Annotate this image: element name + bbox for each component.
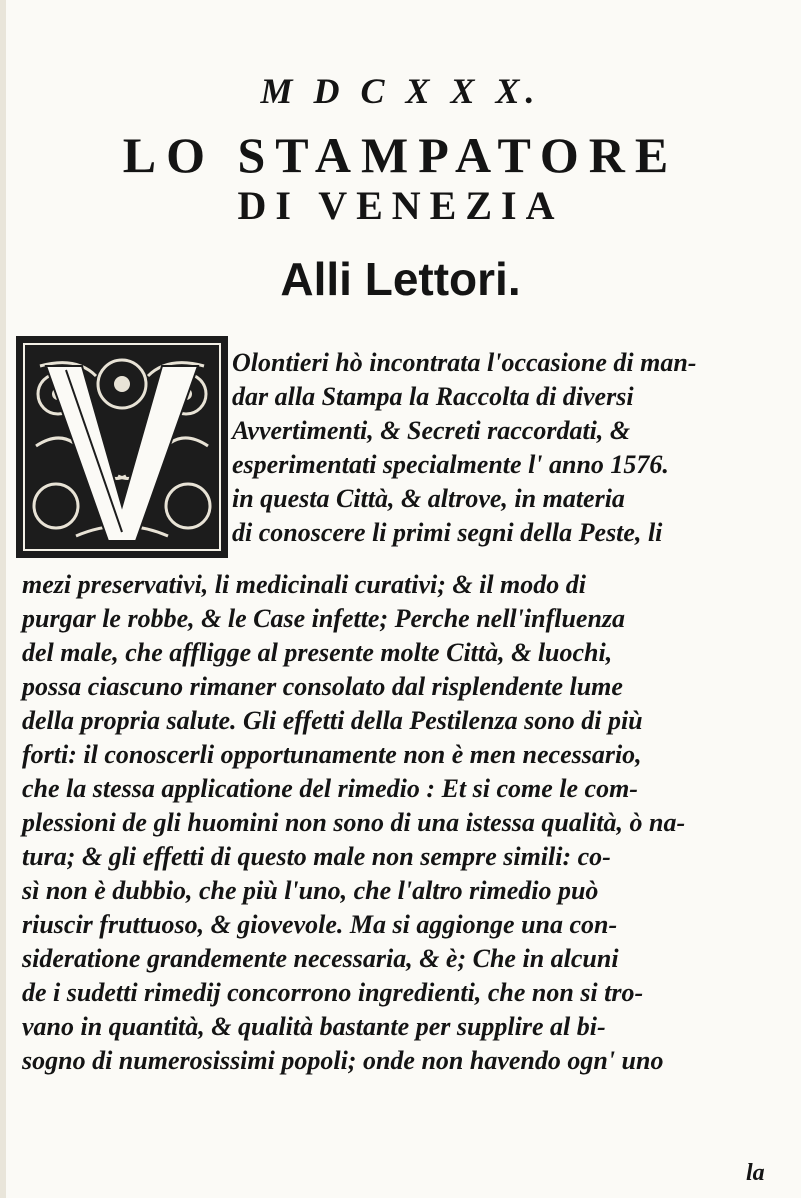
text-line: esperimentati specialmente l' anno 1576. (232, 450, 669, 479)
text-line: sì non è dubbio, che più l'uno, che l'altro rimedio può (22, 876, 599, 905)
text-line: di conoscere li primi segni della Peste, li (232, 518, 663, 547)
text-line: Olontieri hò incontrata l'occasione di man- (232, 348, 697, 377)
text-line: che la stessa applicatione del rimedio : Et si come le com- (22, 774, 638, 803)
text-line: forti: il conoscerli opportunamente non è men necessario, (22, 740, 642, 769)
text-line: della propria salute. Gli effetti della Pestilenza sono di più (22, 706, 643, 735)
text-line: tura; & gli effetti di questo male non sempre simili: co- (22, 842, 611, 871)
text-line: Avvertimenti, & Secreti raccordati, & (232, 416, 631, 445)
text-line: in questa Città, & altrove, in materia (232, 484, 625, 513)
text-line: mezi preservativi, li medicinali curativi; & il modo di (22, 570, 587, 599)
text-line: del male, che affligge al presente molte Città, & luochi, (22, 638, 613, 667)
decorated-initial-v-icon (16, 336, 228, 558)
text-line: sogno di numerosissimi popoli; onde non havendo ogn' uno (22, 1046, 664, 1075)
text-line: dar alla Stampa la Raccolta di diversi (232, 382, 634, 411)
year-heading: M D C X X X. (260, 71, 541, 111)
initial-engraving (16, 336, 228, 558)
catchword: la (746, 1160, 765, 1186)
text-line: vano in quantità, & qualità bastante per supplire al bi- (22, 1012, 606, 1041)
title-line-1: LO STAMPATORE (122, 127, 679, 183)
text-line: plessioni de gli huomini non sono di una istessa qualità, ò na- (22, 808, 686, 837)
section-heading: Alli Lettori. (280, 253, 521, 305)
text-line: possa ciascuno rimaner consolato dal risplendente lume (22, 672, 623, 701)
title-line-2: DI VENEZIA (237, 183, 564, 228)
text-line: de i sudetti rimedij concorrono ingredienti, che non si tro- (22, 978, 644, 1007)
text-line: purgar le robbe, & le Case infette; Perche nell'influenza (22, 604, 626, 633)
text-line: sideratione grandemente necessaria, & è; Che in alcuni (22, 944, 619, 973)
text-line: riuscir fruttuoso, & giovevole. Ma si aggionge una con- (22, 910, 618, 939)
